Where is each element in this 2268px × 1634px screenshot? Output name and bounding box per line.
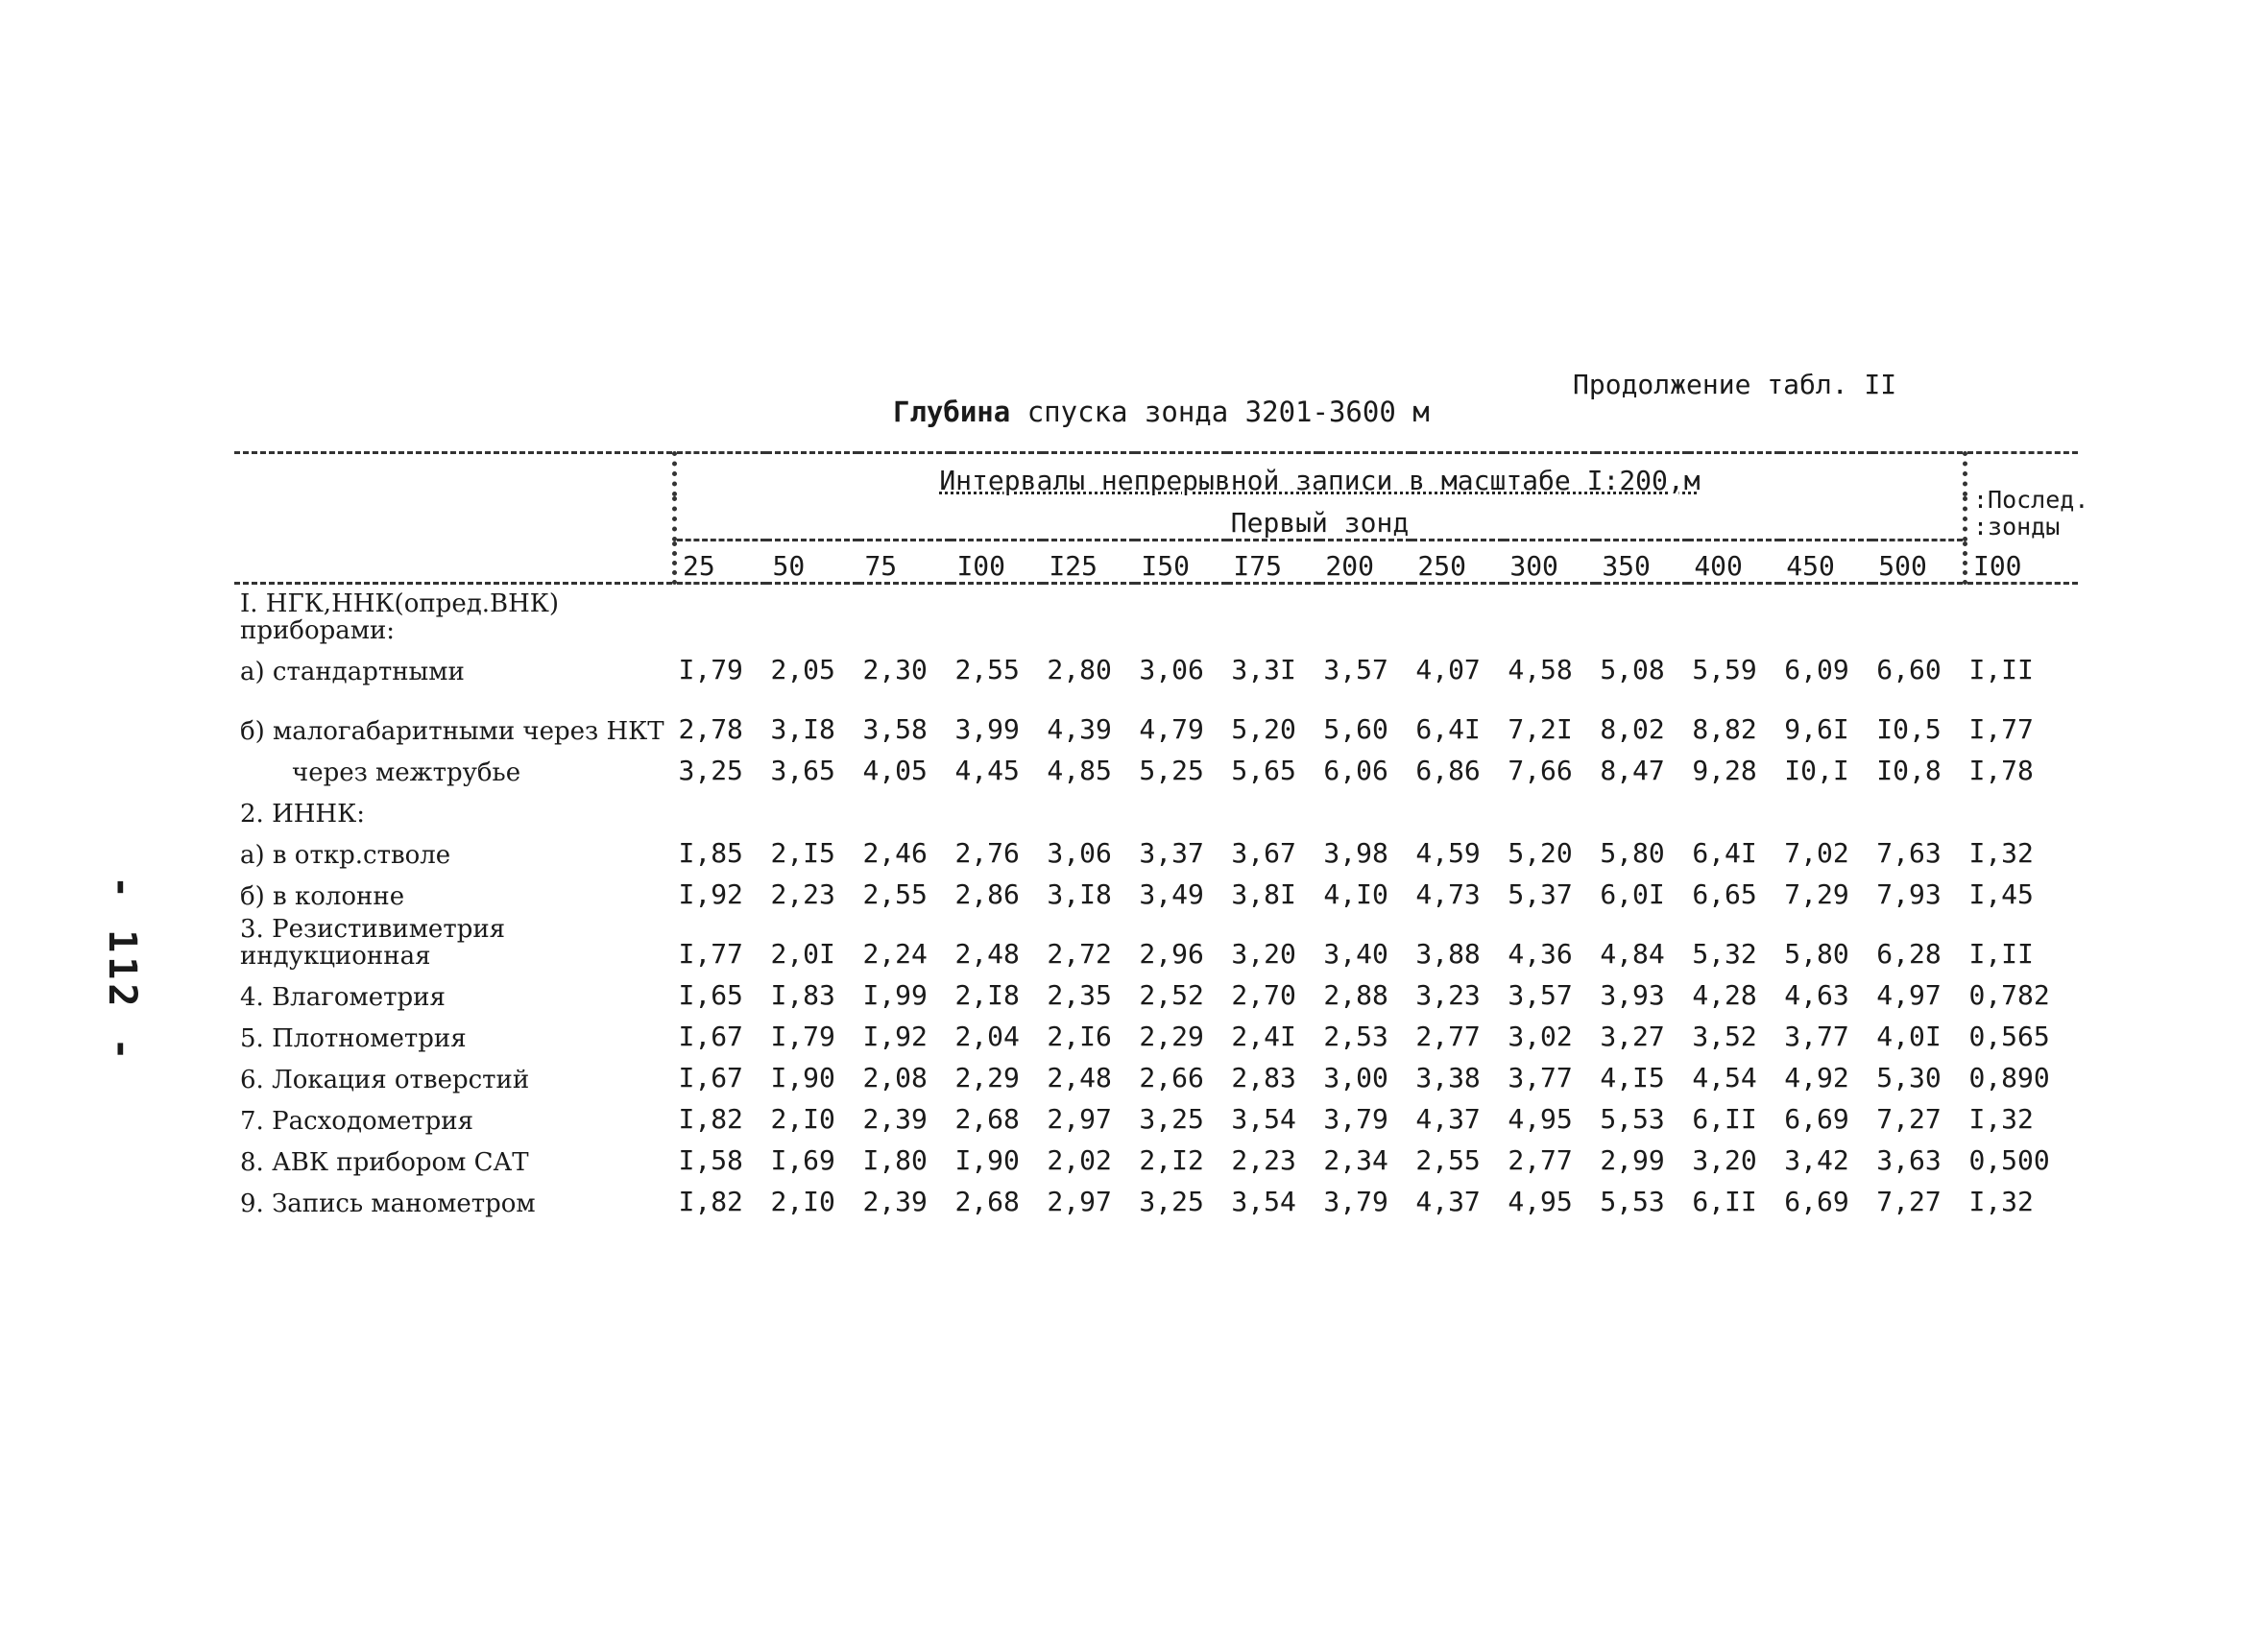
table-cell: 3,I8 — [1047, 878, 1112, 910]
table-cell — [1411, 584, 1504, 645]
table-cell — [1596, 584, 1688, 645]
table-cell: I,79 — [770, 1021, 835, 1052]
table-cell: 6,28 — [1876, 938, 1942, 970]
row-label: 8. АВК прибором САТ — [240, 1148, 529, 1177]
table-cell: 2,4I — [1231, 1021, 1296, 1052]
table-cell: 3,00 — [1323, 1062, 1388, 1093]
row-label: а) стандартными — [240, 658, 465, 686]
table-cell: 2,46 — [862, 837, 928, 869]
table-cell: I,77 — [678, 938, 743, 970]
table-cell: 2,35 — [1047, 979, 1112, 1011]
header-depth-4: I25 — [1043, 541, 1135, 584]
table-cell: 3,52 — [1692, 1021, 1757, 1052]
header-depth-6: I75 — [1227, 541, 1319, 584]
table-row — [234, 869, 2078, 910]
table-row — [234, 584, 2078, 645]
table-cell: 6,69 — [1784, 1103, 1849, 1135]
table-cell — [1872, 584, 1965, 645]
table-cell: 2,68 — [954, 1186, 1020, 1217]
table-cell: I,85 — [678, 837, 743, 869]
table-cell: 4,37 — [1415, 1186, 1481, 1217]
table-cell: I,90 — [770, 1062, 835, 1093]
table-cell: 3,3I — [1231, 654, 1296, 685]
table-cell: 7,2I — [1508, 713, 1573, 745]
header-depth-13: 500 — [1872, 541, 1965, 584]
table-cell: 5,37 — [1508, 878, 1573, 910]
row-label: через межтрубье — [292, 758, 521, 787]
table-cell: 3,02 — [1508, 1021, 1573, 1052]
table-cell: I,67 — [678, 1062, 743, 1093]
table-cell: 3,06 — [1139, 654, 1204, 685]
table-cell: 3,58 — [862, 713, 928, 745]
header-depth-11: 400 — [1688, 541, 1780, 584]
row-label: а) в откр.стволе — [240, 841, 451, 870]
table-cell: 4,59 — [1415, 837, 1481, 869]
table-cell: 2,I5 — [770, 837, 835, 869]
table-cell: 2,30 — [862, 654, 928, 685]
table-cell: 2,72 — [1047, 938, 1112, 970]
row-label: 6. Локация отверстий — [240, 1066, 530, 1094]
table-cell: 7,29 — [1784, 878, 1849, 910]
table-cell — [1780, 584, 1872, 645]
table-cell: 5,20 — [1508, 837, 1573, 869]
table-cell: I,78 — [1968, 755, 2034, 786]
table-cell: 4,95 — [1508, 1186, 1573, 1217]
table-row — [234, 685, 2078, 745]
table-row — [234, 1052, 2078, 1093]
table-cell: I,92 — [862, 1021, 928, 1052]
table-cell: 3,42 — [1784, 1144, 1849, 1176]
table-cell — [1688, 584, 1780, 645]
table-cell: 3,93 — [1600, 979, 1665, 1011]
table-cell — [1319, 786, 1411, 828]
header-depth-5: I50 — [1135, 541, 1227, 584]
table-cell: 2,02 — [1047, 1144, 1112, 1176]
table-cell — [1411, 786, 1504, 828]
table-cell: 3,40 — [1323, 938, 1388, 970]
table-cell: 7,93 — [1876, 878, 1942, 910]
table-cell — [1135, 584, 1227, 645]
header-subgroup: Первый зонд — [674, 496, 1965, 541]
table-cell — [766, 584, 858, 645]
table-cell: 4,I0 — [1323, 878, 1388, 910]
table-cell: 3,67 — [1231, 837, 1296, 869]
table-cell: I,32 — [1968, 1186, 2034, 1217]
table-cell: 2,97 — [1047, 1103, 1112, 1135]
table-cell: 2,23 — [1231, 1144, 1296, 1176]
header-depth-3: I00 — [951, 541, 1043, 584]
table-cell: 3,77 — [1508, 1062, 1573, 1093]
table-cell: 3,38 — [1415, 1062, 1481, 1093]
table-cell: 2,29 — [1139, 1021, 1204, 1052]
table-cell — [1319, 584, 1411, 645]
table-cell: 4,58 — [1508, 654, 1573, 685]
table-cell: 4,97 — [1876, 979, 1942, 1011]
table-cell — [1135, 786, 1227, 828]
table-cell — [1043, 786, 1135, 828]
table-cell — [1780, 786, 1872, 828]
table-cell — [951, 786, 1043, 828]
table-cell: 4,63 — [1784, 979, 1849, 1011]
table-cell: 5,53 — [1600, 1186, 1665, 1217]
table-cell: 3,8I — [1231, 878, 1296, 910]
table-cell: 3,20 — [1231, 938, 1296, 970]
table-cell: 4,39 — [1047, 713, 1112, 745]
table-cell: 3,57 — [1508, 979, 1573, 1011]
table-cell: I,45 — [1968, 878, 2034, 910]
table-cell: 6,60 — [1876, 654, 1942, 685]
table-cell — [1227, 584, 1319, 645]
table-cell: 3,37 — [1139, 837, 1204, 869]
continuation-label: Продолжение табл. II — [1573, 369, 1897, 400]
table-cell: 3,99 — [954, 713, 1020, 745]
table-cell — [674, 786, 766, 828]
table-cell — [1688, 786, 1780, 828]
table-cell: 6,0I — [1600, 878, 1665, 910]
table-cell: 3,65 — [770, 755, 835, 786]
header-corner-3 — [234, 541, 674, 584]
table-cell: I,II — [1968, 938, 2034, 970]
table-cell: 0,500 — [1968, 1144, 2050, 1176]
header-corner — [234, 453, 674, 497]
table-row — [234, 1011, 2078, 1052]
table-cell: 2,66 — [1139, 1062, 1204, 1093]
table-cell: 3,54 — [1231, 1186, 1296, 1217]
table-cell: 4,95 — [1508, 1103, 1573, 1135]
table-cell — [858, 786, 951, 828]
table-cell: 2,04 — [954, 1021, 1020, 1052]
table-cell: 7,27 — [1876, 1103, 1942, 1135]
table-cell: 2,55 — [862, 878, 928, 910]
table-cell: 6,4I — [1692, 837, 1757, 869]
table-cell: 2,76 — [954, 837, 1020, 869]
table-cell: 7,66 — [1508, 755, 1573, 786]
table-cell: 3,79 — [1323, 1103, 1388, 1135]
table-cell — [766, 786, 858, 828]
row-label: I. НГК,ННК(опред.ВНК) приборами: — [240, 589, 560, 645]
table-cell: 2,08 — [862, 1062, 928, 1093]
table-cell: 5,80 — [1600, 837, 1665, 869]
table-cell: I,92 — [678, 878, 743, 910]
table-cell — [1504, 584, 1596, 645]
table-cell: 2,I6 — [1047, 1021, 1112, 1052]
table-cell: I,79 — [678, 654, 743, 685]
table-cell: 3,23 — [1415, 979, 1481, 1011]
table-cell: 4,I5 — [1600, 1062, 1665, 1093]
table-cell: 2,88 — [1323, 979, 1388, 1011]
table-cell: I,32 — [1968, 1103, 2034, 1135]
table-cell: 6,06 — [1323, 755, 1388, 786]
table-row — [234, 910, 2078, 970]
table-cell: 2,97 — [1047, 1186, 1112, 1217]
table-cell: I,82 — [678, 1186, 743, 1217]
table-cell — [674, 584, 766, 645]
table-cell: 3,77 — [1784, 1021, 1849, 1052]
table-cell: 5,08 — [1600, 654, 1665, 685]
table-cell: I,83 — [770, 979, 835, 1011]
table-cell: I,99 — [862, 979, 928, 1011]
table-row — [234, 1176, 2078, 1217]
table-cell: 2,83 — [1231, 1062, 1296, 1093]
table-cell: I0,I — [1784, 755, 1849, 786]
table-body — [234, 584, 2078, 1218]
table-cell: 4,85 — [1047, 755, 1112, 786]
table-cell: 2,52 — [1139, 979, 1204, 1011]
data-table — [234, 451, 2089, 1218]
table-cell: 4,36 — [1508, 938, 1573, 970]
header-depth-8: 250 — [1411, 541, 1504, 584]
table-cell: 2,48 — [954, 938, 1020, 970]
table-cell: 5,80 — [1784, 938, 1849, 970]
table-row — [234, 745, 2078, 786]
table-cell: 7,63 — [1876, 837, 1942, 869]
table-cell: 7,27 — [1876, 1186, 1942, 1217]
table-cell: I,67 — [678, 1021, 743, 1052]
table-cell: 0,782 — [1968, 979, 2050, 1011]
table-cell: 2,78 — [678, 713, 743, 745]
table-row — [234, 644, 2078, 685]
table-cell: I,77 — [1968, 713, 2034, 745]
table-row — [234, 1135, 2078, 1176]
table-cell: 2,I8 — [954, 979, 1020, 1011]
title-rest: спуска зонда 3201-3600 м — [1026, 396, 1430, 428]
header-depth-7: 200 — [1319, 541, 1411, 584]
table-cell: 8,02 — [1600, 713, 1665, 745]
table-cell: 3,63 — [1876, 1144, 1942, 1176]
header-depth-12: 450 — [1780, 541, 1872, 584]
table-cell: 3,57 — [1323, 654, 1388, 685]
row-label: б) малогабаритными через НКТ — [240, 717, 664, 746]
table-cell: I,32 — [1968, 837, 2034, 869]
table-cell — [1965, 786, 2078, 828]
table-cell — [1872, 786, 1965, 828]
table-cell: 3,20 — [1692, 1144, 1757, 1176]
table-cell: 4,37 — [1415, 1103, 1481, 1135]
table-cell: I,II — [1968, 654, 2034, 685]
table-cell: 2,77 — [1508, 1144, 1573, 1176]
row-label: 3. Резистивиметрия индукционная — [240, 915, 506, 971]
table-cell: 3,79 — [1323, 1186, 1388, 1217]
table-cell: I,69 — [770, 1144, 835, 1176]
row-label: 7. Расходометрия — [240, 1107, 473, 1136]
table-row — [234, 1093, 2078, 1135]
table-cell — [858, 584, 951, 645]
table-cell: 3,27 — [1600, 1021, 1665, 1052]
table-cell: 5,30 — [1876, 1062, 1942, 1093]
table-cell: 4,79 — [1139, 713, 1204, 745]
table-cell: 3,98 — [1323, 837, 1388, 869]
header-depth-row — [234, 541, 2078, 584]
table-cell: 8,47 — [1600, 755, 1665, 786]
table-cell: 3,06 — [1047, 837, 1112, 869]
table-cell: 4,28 — [1692, 979, 1757, 1011]
table-row — [234, 970, 2078, 1011]
table-cell: 9,6I — [1784, 713, 1849, 745]
header-last-col-title: :Послед. :зонды — [1965, 453, 2078, 541]
table-cell: 4,84 — [1600, 938, 1665, 970]
row-label: 5. Плотнометрия — [240, 1024, 467, 1053]
header-depth-10: 350 — [1596, 541, 1688, 584]
table-cell: 3,54 — [1231, 1103, 1296, 1135]
table-cell: 7,02 — [1784, 837, 1849, 869]
header-depth-9: 300 — [1504, 541, 1596, 584]
table-cell — [1504, 786, 1596, 828]
table-cell: 5,25 — [1139, 755, 1204, 786]
table-cell: 2,39 — [862, 1103, 928, 1135]
table-cell: 6,4I — [1415, 713, 1481, 745]
title-prefix: Глубина — [893, 396, 1011, 428]
table-cell: I,80 — [862, 1144, 928, 1176]
table-cell — [1965, 584, 2078, 645]
table-cell: 5,20 — [1231, 713, 1296, 745]
table-cell: 6,69 — [1784, 1186, 1849, 1217]
header-corner-2 — [234, 496, 674, 541]
row-label: б) в колонне — [240, 882, 405, 911]
table-cell: 3,I8 — [770, 713, 835, 745]
table-cell: 2,34 — [1323, 1144, 1388, 1176]
header-group-title: Интервалы непрерывной записи в масштабе I:200,м — [674, 453, 1965, 497]
table-cell: 2,23 — [770, 878, 835, 910]
table-cell: I,58 — [678, 1144, 743, 1176]
row-label: 9. Запись манометром — [240, 1189, 536, 1218]
table-cell: 4,45 — [954, 755, 1020, 786]
table-cell: 5,65 — [1231, 755, 1296, 786]
table-cell: 9,28 — [1692, 755, 1757, 786]
table-cell: 0,890 — [1968, 1062, 2050, 1093]
header-depth-0: 25 — [674, 541, 766, 584]
table-cell: 3,25 — [678, 755, 743, 786]
table-cell: 2,55 — [1415, 1144, 1481, 1176]
table-header — [234, 453, 2089, 584]
table-cell: I,90 — [954, 1144, 1020, 1176]
table-cell: 6,09 — [1784, 654, 1849, 685]
table-cell: 5,60 — [1323, 713, 1388, 745]
table-cell: 2,96 — [1139, 938, 1204, 970]
table-cell: 3,88 — [1415, 938, 1481, 970]
table-cell: I0,8 — [1876, 755, 1942, 786]
table-cell: 2,99 — [1600, 1144, 1665, 1176]
table-cell: I0,5 — [1876, 713, 1942, 745]
row-label: 2. ИННК: — [240, 800, 365, 829]
table-cell: 4,05 — [862, 755, 928, 786]
table-cell: 5,32 — [1692, 938, 1757, 970]
table-cell: 3,25 — [1139, 1186, 1204, 1217]
table-cell: 2,05 — [770, 654, 835, 685]
table-cell: 2,29 — [954, 1062, 1020, 1093]
table-title — [893, 396, 1430, 428]
table-cell — [1227, 786, 1319, 828]
table-cell: 4,92 — [1784, 1062, 1849, 1093]
table-row — [234, 786, 2078, 828]
table-cell: 2,0I — [770, 938, 835, 970]
table-cell: 2,I2 — [1139, 1144, 1204, 1176]
table-cell: 2,I0 — [770, 1186, 835, 1217]
table-cell — [951, 584, 1043, 645]
table-cell: 4,73 — [1415, 878, 1481, 910]
table-cell: 6,II — [1692, 1103, 1757, 1135]
table-cell: 6,65 — [1692, 878, 1757, 910]
table-cell: 2,86 — [954, 878, 1020, 910]
table-cell: 6,II — [1692, 1186, 1757, 1217]
table-cell: 2,I0 — [770, 1103, 835, 1135]
table-cell: 2,80 — [1047, 654, 1112, 685]
table-cell — [1596, 786, 1688, 828]
table-cell: 2,39 — [862, 1186, 928, 1217]
table-cell: 2,68 — [954, 1103, 1020, 1135]
table-cell: 2,48 — [1047, 1062, 1112, 1093]
table-cell — [1043, 584, 1135, 645]
header-depth-1: 50 — [766, 541, 858, 584]
page-number: - 112 - — [100, 876, 144, 1065]
row-label: 4. Влагометрия — [240, 983, 446, 1012]
table-cell: 2,53 — [1323, 1021, 1388, 1052]
table-cell: 2,55 — [954, 654, 1020, 685]
table-cell: 8,82 — [1692, 713, 1757, 745]
table-cell: I,65 — [678, 979, 743, 1011]
table-cell: 0,565 — [1968, 1021, 2050, 1052]
table-cell: 2,70 — [1231, 979, 1296, 1011]
table-cell: 5,59 — [1692, 654, 1757, 685]
table-row — [234, 828, 2078, 869]
table-cell: I,82 — [678, 1103, 743, 1135]
table-cell: 3,25 — [1139, 1103, 1204, 1135]
table-cell: 4,54 — [1692, 1062, 1757, 1093]
header-depth-2: 75 — [858, 541, 951, 584]
table-cell: 4,0I — [1876, 1021, 1942, 1052]
table-cell: 5,53 — [1600, 1103, 1665, 1135]
table-cell: 2,77 — [1415, 1021, 1481, 1052]
table-cell: 3,49 — [1139, 878, 1204, 910]
table-cell: 2,24 — [862, 938, 928, 970]
table-cell: 4,07 — [1415, 654, 1481, 685]
table-cell: 6,86 — [1415, 755, 1481, 786]
header-depth-14: I00 — [1965, 541, 2078, 584]
